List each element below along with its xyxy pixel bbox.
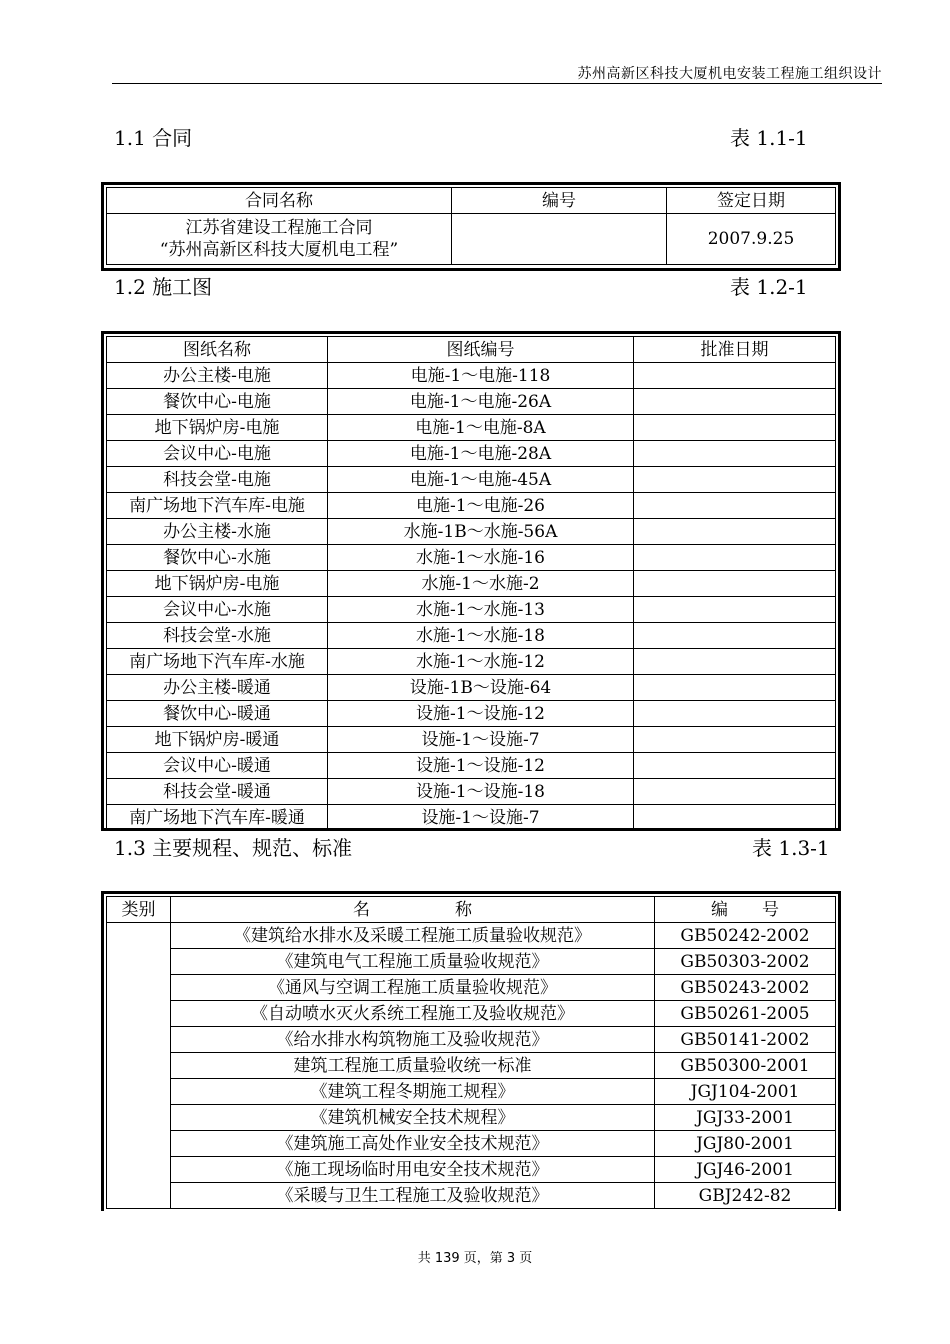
table-row	[107, 1027, 836, 1053]
contract-name-line: 江苏省建设工程施工合同	[185, 218, 373, 238]
standard-name-cell: 《建筑给水排水及采暖工程施工质量验收规范》	[171, 923, 655, 949]
standards-table	[101, 891, 841, 1211]
contract-date-cell: 2007.9.25	[667, 214, 836, 265]
section-1-2-heading: 1.2 施工图	[114, 275, 213, 299]
drawing-number-cell: 水施-1～水施-16	[328, 545, 634, 571]
table-row	[107, 493, 836, 519]
drawing-number-cell: 电施-1～电施-8A	[328, 415, 634, 441]
standard-name-cell: 《采暖与卫生工程施工及验收规范》	[171, 1183, 655, 1209]
approval-date-cell	[634, 623, 836, 649]
column-header: 名 称	[171, 897, 655, 923]
table-row	[107, 415, 836, 441]
drawing-name-cell: 科技会堂-水施	[107, 623, 328, 649]
standard-code-cell: JGJ80-2001	[655, 1131, 836, 1157]
contract-number-cell	[452, 214, 667, 265]
drawing-number-cell: 水施-1～水施-2	[328, 571, 634, 597]
contract-name-cell	[107, 214, 452, 265]
standard-name-cell: 《建筑机械安全技术规程》	[171, 1105, 655, 1131]
table-row	[107, 1131, 836, 1157]
drawing-name-cell: 地下锅炉房-暖通	[107, 727, 328, 753]
drawing-number-cell: 设施-1～设施-12	[328, 753, 634, 779]
drawing-name-cell: 会议中心-暖通	[107, 753, 328, 779]
column-header: 编 号	[655, 897, 836, 923]
section-1-1-heading: 1.1 合同	[114, 126, 193, 150]
drawing-name-cell: 地下锅炉房-电施	[107, 415, 328, 441]
drawing-number-cell: 设施-1B～设施-64	[328, 675, 634, 701]
drawing-name-cell: 会议中心-水施	[107, 597, 328, 623]
drawing-number-cell: 电施-1～电施-118	[328, 363, 634, 389]
approval-date-cell	[634, 649, 836, 675]
table-row	[107, 1079, 836, 1105]
drawing-name-cell: 餐饮中心-暖通	[107, 701, 328, 727]
table-row	[107, 649, 836, 675]
table-row	[107, 1105, 836, 1131]
table-row	[107, 545, 836, 571]
table-row	[107, 597, 836, 623]
page-footer: 共 139 页，第 3 页	[417, 1251, 533, 1266]
standard-name-cell: 《建筑工程冬期施工规程》	[171, 1079, 655, 1105]
approval-date-cell	[634, 675, 836, 701]
standard-code-cell: JGJ46-2001	[655, 1157, 836, 1183]
drawing-name-cell: 餐饮中心-电施	[107, 389, 328, 415]
approval-date-cell	[634, 415, 836, 441]
column-header: 图纸编号	[328, 337, 634, 363]
standard-code-cell: JGJ33-2001	[655, 1105, 836, 1131]
standard-code-cell: GBJ242-82	[655, 1183, 836, 1209]
table-row	[107, 363, 836, 389]
drawing-name-cell: 办公主楼-水施	[107, 519, 328, 545]
approval-date-cell	[634, 597, 836, 623]
standard-code-cell: GB50261-2005	[655, 1001, 836, 1027]
table-row	[107, 805, 836, 831]
drawing-name-cell: 会议中心-电施	[107, 441, 328, 467]
drawings-table	[101, 331, 841, 831]
header-rule	[112, 83, 882, 84]
approval-date-cell	[634, 519, 836, 545]
drawing-number-cell: 电施-1～电施-28A	[328, 441, 634, 467]
standard-code-cell: JGJ104-2001	[655, 1079, 836, 1105]
table-row	[107, 571, 836, 597]
approval-date-cell	[634, 389, 836, 415]
drawing-number-cell: 设施-1～设施-12	[328, 701, 634, 727]
approval-date-cell	[634, 363, 836, 389]
approval-date-cell	[634, 467, 836, 493]
table-row	[107, 701, 836, 727]
approval-date-cell	[634, 493, 836, 519]
contract-name-line: “苏州高新区科技大厦机电工程”	[159, 240, 399, 260]
approval-date-cell	[634, 571, 836, 597]
approval-date-cell	[634, 753, 836, 779]
table-row	[107, 975, 836, 1001]
drawing-number-cell: 水施-1～水施-12	[328, 649, 634, 675]
table-row	[107, 949, 836, 975]
drawing-name-cell: 科技会堂-暖通	[107, 779, 328, 805]
approval-date-cell	[634, 779, 836, 805]
standard-name-cell: 建筑工程施工质量验收统一标准	[171, 1053, 655, 1079]
table-row	[107, 1157, 836, 1183]
table-row	[107, 675, 836, 701]
table-1-1-label: 表 1.1-1	[730, 126, 808, 150]
drawing-number-cell: 设施-1～设施-18	[328, 779, 634, 805]
column-header: 合同名称	[107, 188, 452, 214]
column-header: 批准日期	[634, 337, 836, 363]
approval-date-cell	[634, 805, 836, 831]
drawing-number-cell: 水施-1～水施-18	[328, 623, 634, 649]
drawing-name-cell: 办公主楼-暖通	[107, 675, 328, 701]
drawing-name-cell: 南广场地下汽车库-暖通	[107, 805, 328, 831]
table-row	[107, 779, 836, 805]
standard-code-cell: GB50300-2001	[655, 1053, 836, 1079]
approval-date-cell	[634, 545, 836, 571]
drawing-number-cell: 电施-1～电施-26A	[328, 389, 634, 415]
table-row	[107, 519, 836, 545]
standard-name-cell: 《通风与空调工程施工质量验收规范》	[171, 975, 655, 1001]
column-header: 签定日期	[667, 188, 836, 214]
standard-name-cell: 《施工现场临时用电安全技术规范》	[171, 1157, 655, 1183]
standard-name-cell: 《建筑电气工程施工质量验收规范》	[171, 949, 655, 975]
column-header: 类别	[107, 897, 171, 923]
standard-code-cell: GB50243-2002	[655, 975, 836, 1001]
column-header: 编号	[452, 188, 667, 214]
table-row	[107, 727, 836, 753]
drawing-number-cell: 电施-1～电施-45A	[328, 467, 634, 493]
standard-name-cell: 《给水排水构筑物施工及验收规范》	[171, 1027, 655, 1053]
table-row	[107, 1053, 836, 1079]
table-row	[107, 441, 836, 467]
drawing-name-cell: 南广场地下汽车库-电施	[107, 493, 328, 519]
table-row	[107, 923, 836, 949]
drawing-number-cell: 设施-1～设施-7	[328, 805, 634, 831]
drawing-number-cell: 设施-1～设施-7	[328, 727, 634, 753]
standard-code-cell: GB50303-2002	[655, 949, 836, 975]
contract-table	[101, 182, 841, 271]
table-1-2-label: 表 1.2-1	[730, 275, 808, 299]
approval-date-cell	[634, 701, 836, 727]
drawing-number-cell: 水施-1～水施-13	[328, 597, 634, 623]
document-header-title: 苏州高新区科技大厦机电安装工程施工组织设计	[577, 66, 882, 82]
standard-name-cell: 《建筑施工高处作业安全技术规范》	[171, 1131, 655, 1157]
drawing-name-cell: 餐饮中心-水施	[107, 545, 328, 571]
drawing-name-cell: 南广场地下汽车库-水施	[107, 649, 328, 675]
drawing-name-cell: 地下锅炉房-电施	[107, 571, 328, 597]
drawing-number-cell: 水施-1B～水施-56A	[328, 519, 634, 545]
standard-code-cell: GB50242-2002	[655, 923, 836, 949]
section-1-3-heading: 1.3 主要规程、规范、标准	[114, 836, 353, 860]
category-cell	[107, 923, 171, 1209]
table-row	[107, 389, 836, 415]
drawing-name-cell: 办公主楼-电施	[107, 363, 328, 389]
table-row	[107, 1001, 836, 1027]
standard-name-cell: 《自动喷水灭火系统工程施工及验收规范》	[171, 1001, 655, 1027]
standard-code-cell: GB50141-2002	[655, 1027, 836, 1053]
table-row	[107, 467, 836, 493]
column-header: 图纸名称	[107, 337, 328, 363]
drawing-name-cell: 科技会堂-电施	[107, 467, 328, 493]
table-1-3-label: 表 1.3-1	[752, 836, 830, 860]
drawing-number-cell: 电施-1～电施-26	[328, 493, 634, 519]
approval-date-cell	[634, 727, 836, 753]
table-row	[107, 1183, 836, 1209]
table-row	[107, 753, 836, 779]
table-row	[107, 623, 836, 649]
approval-date-cell	[634, 441, 836, 467]
